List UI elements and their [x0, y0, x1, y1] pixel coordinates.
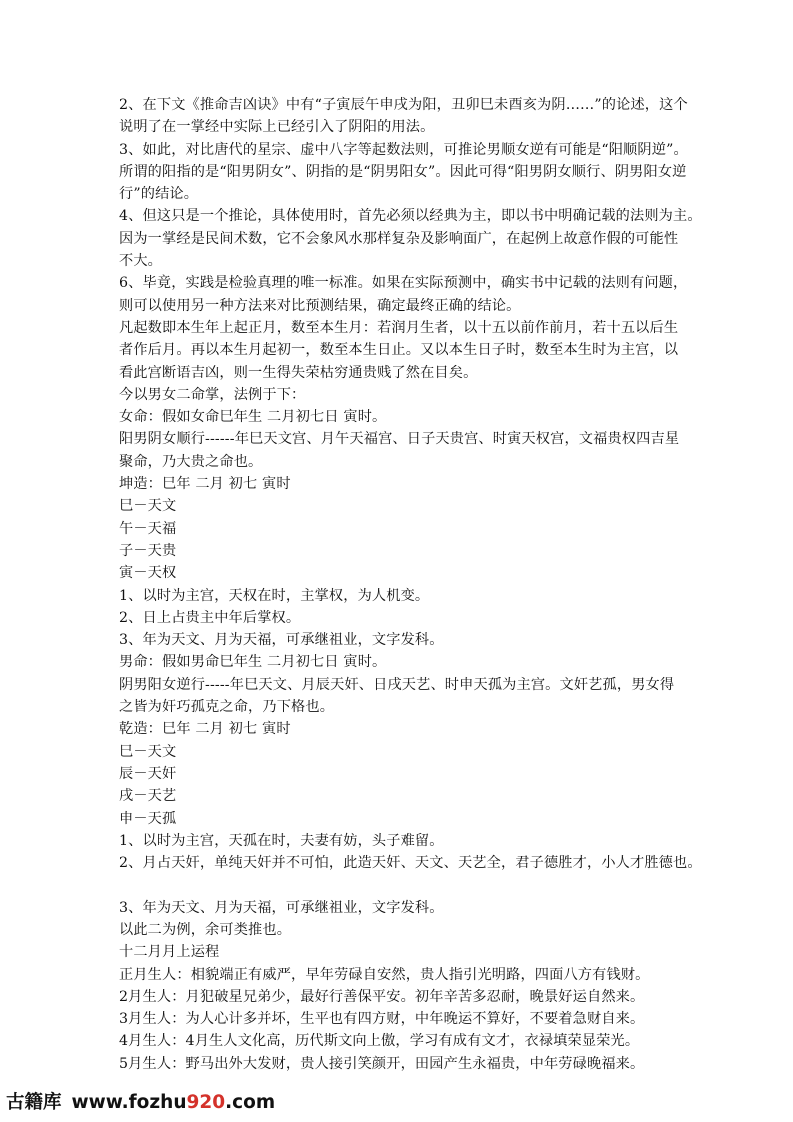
text-line: 坤造：巳年 二月 初七 寅时 — [119, 476, 291, 493]
text-line: 3月生人：为人心计多并坏，生平也有四方财，中年晚运不算好，不要着急财自来。 — [119, 1011, 645, 1028]
text-line: 2月生人：月犯破星兄弟少，最好行善保平安。初年辛苦多忍耐，晚景好运自然来。 — [119, 988, 645, 1005]
text-line: 4、但这只是一个推论，具体使用时，首先必须以经典为主，即以书中明确记载的法则为主。 — [119, 208, 702, 225]
text-line: 寅－天权 — [119, 565, 177, 582]
text-line: 1、以时为主宫，天孤在时，夫妻有妨，头子难留。 — [119, 832, 444, 849]
text-line: 正月生人：相貌端正有威严，早年劳碌自安然，贵人指引光明路，四面八方有钱财。 — [119, 966, 650, 983]
text-line: 2、日上占贵主中年后掌权。 — [119, 609, 301, 626]
text-line: 行”的结论。 — [119, 186, 199, 203]
text-line: 说明了在一掌经中实际上已经引入了阴阳的用法。 — [119, 119, 435, 136]
text-line: 聚命，乃大贵之命也。 — [119, 453, 263, 470]
text-line: 男命：假如男命巳年生 二月初七日 寅时。 — [119, 654, 387, 671]
text-line: 以此二为例，余可类推也。 — [119, 921, 292, 938]
text-line: 凡起数即本生年上起正月，数至本生月：若润月生者，以十五以前作前月，若十五以后生 — [119, 319, 679, 336]
text-line: 之皆为奸巧孤克之命，乃下格也。 — [119, 699, 335, 716]
text-line: 3、年为天文、月为天福，可承继祖业，文字发科。 — [119, 632, 444, 649]
text-line: 者作后月。再以本生月起初一，数至本生日止。又以本生日子时，数至本生时为主宫，以 — [119, 342, 679, 359]
text-line: 巳－天文 — [119, 498, 177, 515]
site-url-link[interactable] — [72, 1092, 276, 1113]
text-line: 3、年为天文、月为天福，可承继祖业，文字发科。 — [119, 899, 444, 916]
url-prefix: www.fozhu — [71, 1092, 187, 1113]
text-line: 2、在下文《推命吉凶诀》中有“子寅辰午申戌为阳，丑卯巳未酉亥为阴……”的论述，这个 — [119, 97, 688, 113]
text-line: 戌－天艺 — [119, 788, 177, 805]
text-line: 5月生人：野马出外大发财，贵人接引笑颜开，田园产生永福贵，中年劳碌晚福来。 — [119, 1055, 645, 1072]
site-name: 古籍库 — [6, 1092, 62, 1113]
text-line: 巳－天文 — [119, 743, 177, 760]
text-line: 2、月占天奸，单纯天奸并不可怕，此造天奸、天文、天艺全，君子德胜才，小人才胜德也。 — [119, 855, 702, 872]
url-suffix: .com — [225, 1092, 276, 1113]
url-number: 920 — [186, 1092, 226, 1113]
text-line: 不大。 — [119, 253, 163, 270]
text-line: 辰－天奸 — [119, 765, 177, 782]
text-line: 所谓的阳指的是“阳男阴女”、阴指的是“阴男阳女”。因此可得“阳男阴女顺行、阴男阳女逆 — [119, 163, 687, 180]
paragraph-gap — [119, 874, 689, 896]
text-line: 3、如此，对比唐代的星宗、虚中八字等起数法则，可推论男顺女逆有可能是“阳顺阴逆”。 — [119, 141, 688, 158]
text-line: 阴男阳女逆行-----年巳天文、月辰天奸、日戌天艺、时申天孤为主宫。文奸艺孤，男女得 — [119, 676, 675, 693]
text-line: 乾造：巳年 二月 初七 寅时 — [119, 721, 291, 738]
text-line: 女命：假如女命巳年生 二月初七日 寅时。 — [119, 409, 387, 426]
text-line: 6、毕竟，实践是检验真理的唯一标准。如果在实际预测中，确实书中记载的法则有问题， — [119, 275, 688, 292]
document-body — [119, 94, 702, 1075]
text-line: 子－天贵 — [119, 542, 177, 559]
text-line: 1、以时为主宫，天权在时，主掌权，为人机变。 — [119, 587, 430, 604]
text-line: 阳男阴女顺行------年巳天文宫、月午天福宫、日子天贵宫、时寅天权宫，文福贵权四吉星 — [119, 431, 680, 448]
text-line: 4月生人：4月生人文化高，历代斯文向上傲，学习有成有文才，衣禄填荣显荣光。 — [119, 1033, 640, 1050]
text-line: 今以男女二命掌，法例于下： — [119, 386, 306, 403]
text-line: 看此宫断语吉凶，则一生得失荣枯穷通贵贱了然在目矣。 — [119, 364, 478, 381]
text-line: 申－天孤 — [119, 810, 177, 827]
text-line: 午－天福 — [119, 520, 177, 537]
text-line: 则可以使用另一种方法来对比预测结果，确定最终正确的结论。 — [119, 297, 521, 314]
watermark-footer — [6, 1088, 275, 1118]
text-line: 因为一掌经是民间术数，它不会象风水那样复杂及影响面广，在起例上故意作假的可能性 — [119, 230, 679, 247]
text-line: 十二月月上运程 — [119, 944, 220, 961]
